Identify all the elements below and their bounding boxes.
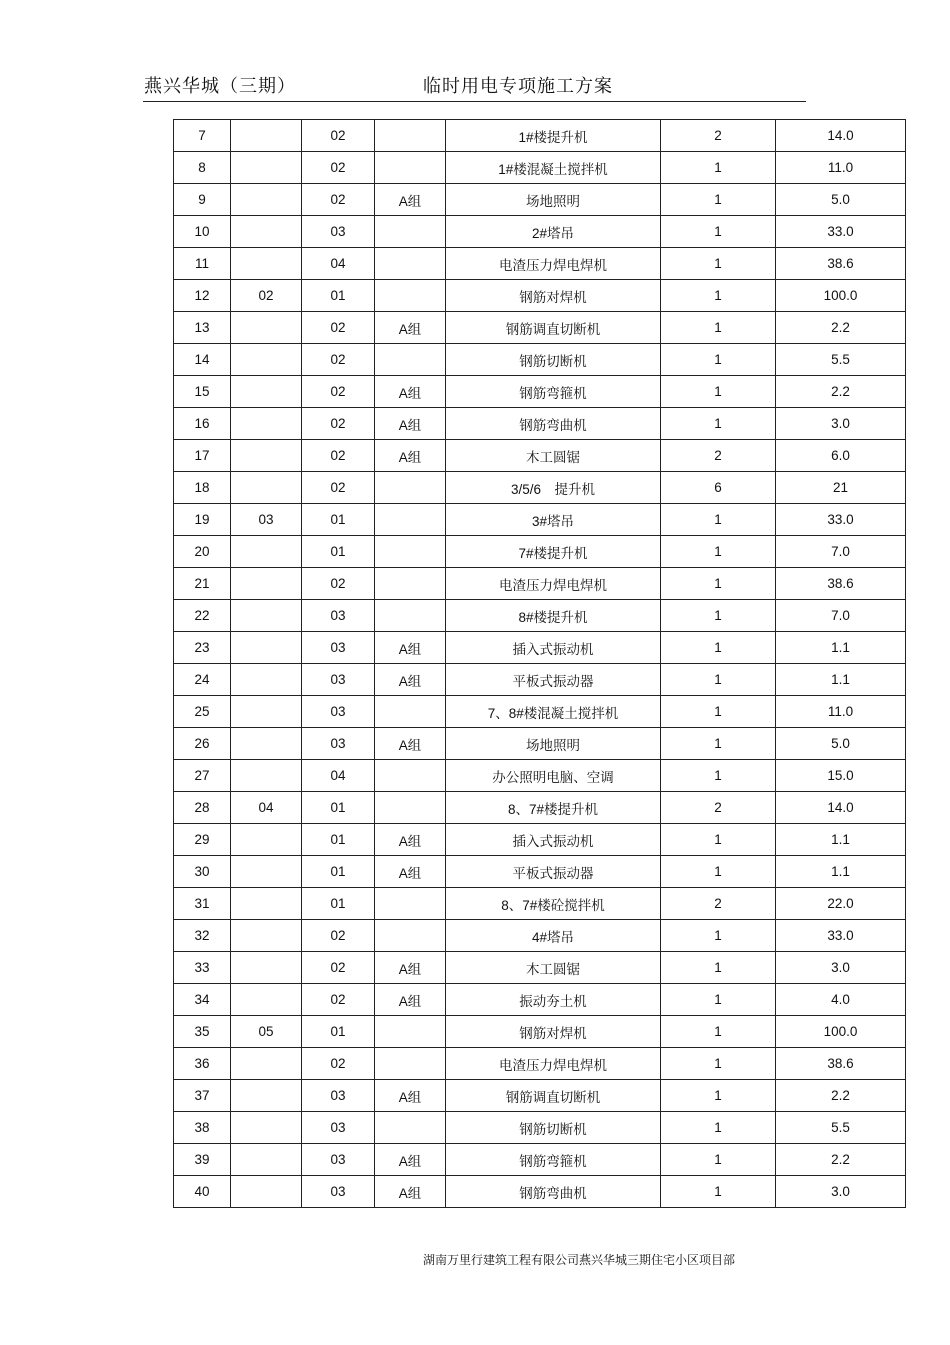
table-row (174, 1176, 906, 1208)
cell-quantity: 1 (661, 696, 776, 728)
cell-circuit: 02 (302, 952, 375, 984)
cell-equipment-name: 场地照明 (446, 728, 661, 760)
cell-circuit: 03 (302, 1080, 375, 1112)
cell-group (375, 600, 446, 632)
cell-distribution-box: 02 (231, 280, 302, 312)
cell-number: 38 (174, 1112, 231, 1144)
cell-number: 18 (174, 472, 231, 504)
cell-distribution-box (231, 152, 302, 184)
cell-quantity: 1 (661, 536, 776, 568)
cell-group: A组 (375, 1080, 446, 1112)
cell-power: 14.0 (776, 792, 906, 824)
cell-equipment-name: 插入式振动机 (446, 824, 661, 856)
cell-power: 2.2 (776, 376, 906, 408)
cell-distribution-box (231, 1112, 302, 1144)
cell-distribution-box (231, 920, 302, 952)
cell-circuit: 02 (302, 920, 375, 952)
cell-quantity: 6 (661, 472, 776, 504)
cell-number: 29 (174, 824, 231, 856)
cell-equipment-name: 电渣压力焊电焊机 (446, 568, 661, 600)
cell-quantity: 1 (661, 760, 776, 792)
table-row (174, 376, 906, 408)
cell-circuit: 03 (302, 1176, 375, 1208)
table-row (174, 1144, 906, 1176)
cell-group: A组 (375, 824, 446, 856)
cell-circuit: 02 (302, 472, 375, 504)
cell-power: 5.0 (776, 728, 906, 760)
cell-number: 23 (174, 632, 231, 664)
cell-equipment-name: 平板式振动器 (446, 856, 661, 888)
cell-equipment-name: 木工圆锯 (446, 440, 661, 472)
table-row (174, 760, 906, 792)
cell-group (375, 152, 446, 184)
table-row (174, 824, 906, 856)
table-row (174, 984, 906, 1016)
cell-equipment-name: 1#楼混凝土搅拌机 (446, 152, 661, 184)
cell-circuit: 02 (302, 1048, 375, 1080)
cell-group: A组 (375, 1176, 446, 1208)
cell-circuit: 02 (302, 984, 375, 1016)
table-row (174, 664, 906, 696)
cell-number: 20 (174, 536, 231, 568)
table-row (174, 632, 906, 664)
equipment-table (173, 119, 906, 1208)
cell-distribution-box (231, 312, 302, 344)
cell-power: 15.0 (776, 760, 906, 792)
table-row (174, 600, 906, 632)
cell-quantity: 1 (661, 1112, 776, 1144)
cell-circuit: 02 (302, 344, 375, 376)
cell-number: 11 (174, 248, 231, 280)
table-row (174, 152, 906, 184)
cell-quantity: 2 (661, 888, 776, 920)
cell-distribution-box: 03 (231, 504, 302, 536)
cell-quantity: 1 (661, 280, 776, 312)
cell-circuit: 03 (302, 632, 375, 664)
cell-group (375, 920, 446, 952)
cell-number: 14 (174, 344, 231, 376)
cell-group: A组 (375, 184, 446, 216)
cell-equipment-name: 2#塔吊 (446, 216, 661, 248)
cell-distribution-box (231, 120, 302, 152)
cell-distribution-box (231, 728, 302, 760)
cell-quantity: 2 (661, 792, 776, 824)
table-row (174, 1016, 906, 1048)
cell-equipment-name: 钢筋对焊机 (446, 1016, 661, 1048)
cell-power: 21 (776, 472, 906, 504)
cell-number: 37 (174, 1080, 231, 1112)
cell-circuit: 04 (302, 760, 375, 792)
cell-power: 6.0 (776, 440, 906, 472)
equipment-table-body (174, 120, 906, 1208)
cell-circuit: 02 (302, 408, 375, 440)
cell-quantity: 1 (661, 216, 776, 248)
cell-number: 26 (174, 728, 231, 760)
cell-circuit: 03 (302, 664, 375, 696)
cell-power: 2.2 (776, 1144, 906, 1176)
cell-power: 1.1 (776, 632, 906, 664)
cell-power: 2.2 (776, 312, 906, 344)
cell-equipment-name: 电渣压力焊电焊机 (446, 248, 661, 280)
table-row (174, 792, 906, 824)
table-row (174, 920, 906, 952)
table-row (174, 952, 906, 984)
cell-power: 14.0 (776, 120, 906, 152)
table-row (174, 472, 906, 504)
cell-circuit: 01 (302, 888, 375, 920)
cell-power: 38.6 (776, 568, 906, 600)
cell-equipment-name: 办公照明电脑、空调 (446, 760, 661, 792)
table-row (174, 120, 906, 152)
cell-group: A组 (375, 376, 446, 408)
cell-distribution-box (231, 1176, 302, 1208)
cell-quantity: 1 (661, 184, 776, 216)
cell-distribution-box: 04 (231, 792, 302, 824)
cell-distribution-box (231, 216, 302, 248)
cell-quantity: 2 (661, 120, 776, 152)
cell-equipment-name: 1#楼提升机 (446, 120, 661, 152)
cell-distribution-box (231, 888, 302, 920)
cell-distribution-box (231, 1080, 302, 1112)
cell-equipment-name: 振动夯土机 (446, 984, 661, 1016)
cell-number: 27 (174, 760, 231, 792)
cell-group: A组 (375, 728, 446, 760)
cell-number: 15 (174, 376, 231, 408)
table-row (174, 216, 906, 248)
cell-group: A组 (375, 312, 446, 344)
cell-equipment-name: 电渣压力焊电焊机 (446, 1048, 661, 1080)
cell-quantity: 1 (661, 728, 776, 760)
cell-distribution-box (231, 664, 302, 696)
table-row (174, 184, 906, 216)
cell-distribution-box (231, 824, 302, 856)
cell-group (375, 1048, 446, 1080)
cell-power: 100.0 (776, 280, 906, 312)
cell-power: 3.0 (776, 1176, 906, 1208)
cell-equipment-name: 场地照明 (446, 184, 661, 216)
cell-number: 31 (174, 888, 231, 920)
cell-power: 7.0 (776, 600, 906, 632)
cell-circuit: 01 (302, 856, 375, 888)
cell-circuit: 01 (302, 536, 375, 568)
cell-circuit: 03 (302, 1144, 375, 1176)
cell-number: 33 (174, 952, 231, 984)
cell-group (375, 504, 446, 536)
cell-number: 35 (174, 1016, 231, 1048)
cell-number: 21 (174, 568, 231, 600)
cell-equipment-name: 钢筋调直切断机 (446, 312, 661, 344)
table-row (174, 728, 906, 760)
cell-number: 25 (174, 696, 231, 728)
cell-distribution-box (231, 632, 302, 664)
cell-equipment-name: 7、8#楼混凝土搅拌机 (446, 696, 661, 728)
cell-equipment-name: 钢筋弯曲机 (446, 1176, 661, 1208)
cell-distribution-box: 05 (231, 1016, 302, 1048)
cell-power: 5.5 (776, 1112, 906, 1144)
cell-power: 2.2 (776, 1080, 906, 1112)
cell-group: A组 (375, 664, 446, 696)
cell-number: 17 (174, 440, 231, 472)
cell-number: 13 (174, 312, 231, 344)
cell-group (375, 536, 446, 568)
cell-distribution-box (231, 600, 302, 632)
cell-group (375, 1016, 446, 1048)
cell-circuit: 01 (302, 792, 375, 824)
cell-number: 24 (174, 664, 231, 696)
cell-power: 1.1 (776, 856, 906, 888)
cell-power: 5.5 (776, 344, 906, 376)
table-row (174, 440, 906, 472)
cell-equipment-name: 木工圆锯 (446, 952, 661, 984)
cell-quantity: 1 (661, 1016, 776, 1048)
cell-group: A组 (375, 952, 446, 984)
cell-equipment-name: 钢筋弯曲机 (446, 408, 661, 440)
cell-quantity: 1 (661, 920, 776, 952)
cell-quantity: 1 (661, 248, 776, 280)
cell-number: 16 (174, 408, 231, 440)
cell-power: 38.6 (776, 1048, 906, 1080)
cell-equipment-name: 钢筋切断机 (446, 344, 661, 376)
cell-group (375, 696, 446, 728)
cell-quantity: 1 (661, 568, 776, 600)
cell-equipment-name: 钢筋调直切断机 (446, 1080, 661, 1112)
table-row (174, 1112, 906, 1144)
cell-power: 33.0 (776, 504, 906, 536)
cell-distribution-box (231, 376, 302, 408)
cell-distribution-box (231, 568, 302, 600)
cell-equipment-name: 8、7#楼提升机 (446, 792, 661, 824)
cell-quantity: 1 (661, 344, 776, 376)
cell-quantity: 1 (661, 856, 776, 888)
cell-quantity: 1 (661, 376, 776, 408)
cell-quantity: 2 (661, 440, 776, 472)
cell-circuit: 03 (302, 216, 375, 248)
cell-quantity: 1 (661, 824, 776, 856)
table-row (174, 408, 906, 440)
cell-group (375, 280, 446, 312)
cell-equipment-name: 钢筋切断机 (446, 1112, 661, 1144)
cell-power: 33.0 (776, 216, 906, 248)
cell-number: 40 (174, 1176, 231, 1208)
cell-circuit: 01 (302, 1016, 375, 1048)
cell-circuit: 02 (302, 312, 375, 344)
cell-quantity: 1 (661, 504, 776, 536)
cell-number: 8 (174, 152, 231, 184)
document-title: 临时用电专项施工方案 (423, 76, 613, 97)
cell-distribution-box (231, 984, 302, 1016)
cell-distribution-box (231, 760, 302, 792)
cell-power: 33.0 (776, 920, 906, 952)
cell-number: 19 (174, 504, 231, 536)
cell-circuit: 01 (302, 824, 375, 856)
cell-power: 11.0 (776, 152, 906, 184)
cell-quantity: 1 (661, 312, 776, 344)
table-row (174, 504, 906, 536)
page-header (143, 70, 806, 102)
cell-number: 36 (174, 1048, 231, 1080)
cell-quantity: 1 (661, 664, 776, 696)
cell-circuit: 03 (302, 1112, 375, 1144)
cell-power: 11.0 (776, 696, 906, 728)
project-name: 燕兴华城（三期） (144, 76, 296, 97)
cell-number: 10 (174, 216, 231, 248)
cell-distribution-box (231, 1048, 302, 1080)
cell-group (375, 472, 446, 504)
cell-circuit: 02 (302, 120, 375, 152)
cell-power: 1.1 (776, 664, 906, 696)
table-row (174, 280, 906, 312)
cell-power: 1.1 (776, 824, 906, 856)
cell-power: 7.0 (776, 536, 906, 568)
cell-equipment-name: 4#塔吊 (446, 920, 661, 952)
cell-distribution-box (231, 856, 302, 888)
cell-group (375, 344, 446, 376)
cell-circuit: 04 (302, 248, 375, 280)
cell-circuit: 02 (302, 376, 375, 408)
cell-equipment-name: 平板式振动器 (446, 664, 661, 696)
cell-quantity: 1 (661, 408, 776, 440)
cell-group: A组 (375, 632, 446, 664)
cell-equipment-name: 钢筋弯箍机 (446, 1144, 661, 1176)
cell-circuit: 01 (302, 504, 375, 536)
cell-distribution-box (231, 1144, 302, 1176)
cell-quantity: 1 (661, 984, 776, 1016)
table-row (174, 1048, 906, 1080)
cell-power: 4.0 (776, 984, 906, 1016)
cell-equipment-name: 3#塔吊 (446, 504, 661, 536)
cell-number: 30 (174, 856, 231, 888)
cell-group (375, 792, 446, 824)
cell-distribution-box (231, 696, 302, 728)
cell-group (375, 760, 446, 792)
cell-circuit: 03 (302, 696, 375, 728)
cell-quantity: 1 (661, 1080, 776, 1112)
cell-group (375, 216, 446, 248)
cell-quantity: 1 (661, 632, 776, 664)
cell-circuit: 03 (302, 728, 375, 760)
cell-circuit: 02 (302, 440, 375, 472)
cell-group: A组 (375, 1144, 446, 1176)
cell-distribution-box (231, 472, 302, 504)
cell-equipment-name: 8#楼提升机 (446, 600, 661, 632)
cell-group (375, 120, 446, 152)
cell-number: 39 (174, 1144, 231, 1176)
cell-equipment-name: 钢筋对焊机 (446, 280, 661, 312)
cell-group: A组 (375, 408, 446, 440)
cell-circuit: 01 (302, 280, 375, 312)
cell-distribution-box (231, 184, 302, 216)
cell-group: A组 (375, 984, 446, 1016)
table-row (174, 568, 906, 600)
cell-circuit: 02 (302, 184, 375, 216)
table-row (174, 312, 906, 344)
cell-quantity: 1 (661, 152, 776, 184)
cell-circuit: 02 (302, 568, 375, 600)
table-row (174, 856, 906, 888)
cell-equipment-name: 3/5/6 提升机 (446, 472, 661, 504)
cell-equipment-name: 8、7#楼砼搅拌机 (446, 888, 661, 920)
cell-quantity: 1 (661, 1144, 776, 1176)
cell-equipment-name: 7#楼提升机 (446, 536, 661, 568)
cell-quantity: 1 (661, 952, 776, 984)
cell-power: 38.6 (776, 248, 906, 280)
table-row (174, 248, 906, 280)
cell-equipment-name: 钢筋弯箍机 (446, 376, 661, 408)
cell-group: A组 (375, 440, 446, 472)
table-row (174, 696, 906, 728)
cell-quantity: 1 (661, 600, 776, 632)
cell-number: 32 (174, 920, 231, 952)
cell-power: 5.0 (776, 184, 906, 216)
cell-number: 9 (174, 184, 231, 216)
cell-group: A组 (375, 856, 446, 888)
cell-distribution-box (231, 408, 302, 440)
cell-group (375, 1112, 446, 1144)
cell-distribution-box (231, 248, 302, 280)
cell-circuit: 02 (302, 152, 375, 184)
cell-quantity: 1 (661, 1176, 776, 1208)
cell-group (375, 888, 446, 920)
cell-distribution-box (231, 952, 302, 984)
cell-power: 100.0 (776, 1016, 906, 1048)
cell-distribution-box (231, 536, 302, 568)
cell-quantity: 1 (661, 1048, 776, 1080)
table-row (174, 536, 906, 568)
cell-group (375, 568, 446, 600)
table-row (174, 1080, 906, 1112)
cell-power: 22.0 (776, 888, 906, 920)
cell-number: 28 (174, 792, 231, 824)
cell-number: 12 (174, 280, 231, 312)
cell-number: 22 (174, 600, 231, 632)
cell-power: 3.0 (776, 952, 906, 984)
cell-circuit: 03 (302, 600, 375, 632)
cell-group (375, 248, 446, 280)
cell-number: 34 (174, 984, 231, 1016)
table-row (174, 344, 906, 376)
footer-company: 湖南万里行建筑工程有限公司燕兴华城三期住宅小区项目部 (423, 1253, 736, 1267)
cell-equipment-name: 插入式振动机 (446, 632, 661, 664)
cell-number: 7 (174, 120, 231, 152)
cell-distribution-box (231, 344, 302, 376)
cell-power: 3.0 (776, 408, 906, 440)
table-row (174, 888, 906, 920)
cell-distribution-box (231, 440, 302, 472)
